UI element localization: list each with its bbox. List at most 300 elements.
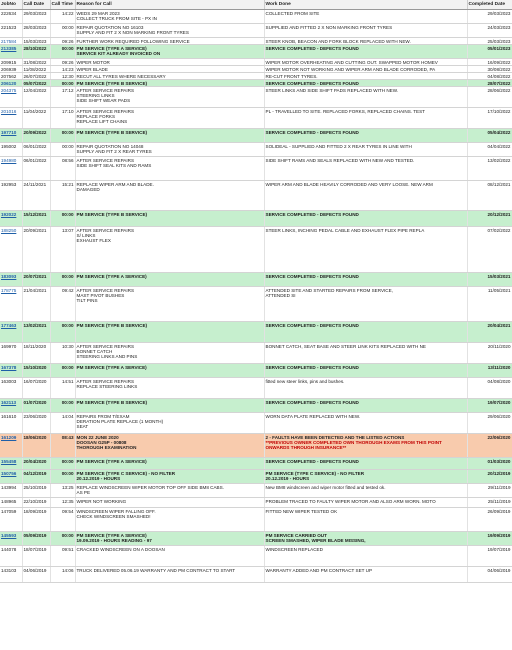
completed-date-cell: 17/10/2022	[467, 108, 512, 129]
call-date-cell: 13/02/2021	[22, 322, 50, 343]
reason-line: COLLECT TRUCK FROM SITE - PX IN	[76, 15, 157, 21]
work-done-cell	[264, 508, 467, 532]
table-row[interactable]	[0, 45, 512, 59]
work-done-cell	[264, 211, 467, 227]
work-done-cell	[264, 364, 467, 378]
call-date-cell: 01/07/2020	[22, 399, 50, 413]
call-date-cell: 20/07/2021	[22, 273, 50, 287]
call-time-cell: 14:23	[50, 66, 75, 73]
completed-date-cell: 20/12/2021	[467, 211, 512, 227]
call-date-cell: 18/11/2020	[22, 343, 50, 364]
call-time-cell: 12:35	[50, 498, 75, 508]
reason-line: REPLACE FORKS	[76, 113, 116, 119]
call-date-cell: 15/03/2023	[22, 38, 50, 45]
call-date-cell: 26/07/2022	[22, 73, 50, 80]
job-number-cell: 207562	[0, 73, 22, 80]
reason-cell	[75, 73, 264, 80]
table-row[interactable]	[0, 24, 512, 38]
call-time-cell: 00:00	[50, 458, 75, 470]
call-date-cell: 22/10/2019	[22, 498, 50, 508]
job-number-cell[interactable]: 167378	[0, 364, 22, 378]
call-time-cell: 17:10	[50, 108, 75, 129]
completed-date-cell: 11/05/2021	[467, 287, 512, 322]
work-done-line: STEER LINKS, INCHING PEDAL CABLE AND EXHAUST FLEX PIPE REPLA	[265, 227, 425, 233]
table-row[interactable]	[0, 508, 512, 532]
reason-cell	[75, 211, 264, 227]
reason-line: PM SERVICE (TYPE B SERVICE)	[76, 211, 148, 217]
completed-date-cell: 19/07/2019	[467, 546, 512, 567]
reason-cell	[75, 470, 264, 484]
work-done-line: ATTENDED SI	[265, 292, 296, 298]
reason-cell	[75, 287, 264, 322]
completed-date-cell: 04/08/2022	[467, 73, 512, 80]
reason-cell	[75, 458, 264, 470]
reason-cell	[75, 399, 264, 413]
table-row[interactable]	[0, 66, 512, 73]
reason-cell	[75, 532, 264, 546]
reason-cell	[75, 498, 264, 508]
reason-line: AFTER SERVICE REPAIRS	[76, 157, 135, 163]
work-done-cell	[264, 227, 467, 273]
reason-cell	[75, 59, 264, 66]
reason-cell	[75, 364, 264, 378]
reason-cell	[75, 546, 264, 567]
work-done-line: SCREEN SMASHED, WIPER BLADE MISSING,	[265, 537, 366, 543]
completed-date-cell: 13/02/2022	[467, 157, 512, 181]
reason-line: SIDE SHIFT SEAL KITS AND RAMS	[76, 162, 152, 168]
table-row[interactable]	[0, 73, 512, 80]
job-number-cell[interactable]: 204375	[0, 87, 22, 108]
reason-line: AFTER SERVICE REPAIRS	[76, 378, 135, 384]
work-done-cell	[264, 484, 467, 498]
work-done-cell	[264, 498, 467, 508]
reason-cell	[75, 157, 264, 181]
job-number-cell: 221523	[0, 24, 22, 38]
call-date-cell: 06/01/2022	[22, 143, 50, 157]
job-number-cell[interactable]: 161209	[0, 434, 22, 458]
call-date-cell: 06/01/2022	[22, 157, 50, 181]
call-time-cell: 00:00	[50, 143, 75, 157]
table-row[interactable]	[0, 399, 512, 413]
work-done-line: SERVICE COMPLETED - DEFECTS FOUND	[265, 399, 359, 405]
reason-line: WINDSCREEN WIPER FALLING OFF.	[76, 508, 156, 514]
reason-line: DERATION PLATE REPLACE (1 MONTH)	[76, 418, 164, 424]
table-row[interactable]	[0, 181, 512, 211]
job-number-cell[interactable]: 150756	[0, 470, 22, 484]
reason-line: REPLACE WINDSCREEN WIPER MOTOR TOP OFF SIDE BM8 CABS.	[76, 484, 224, 490]
reason-cell	[75, 181, 264, 211]
work-done-line: PM SERVICE (TYPE C SERVICE) - NO FILTER	[265, 470, 365, 476]
call-date-cell: 11/08/2022	[22, 66, 50, 73]
work-done-line: WARRANTY ADDED AND PM CONTRACT SET UP	[265, 567, 373, 573]
reason-line: AFTER SERVICE REPAIRS	[76, 108, 135, 114]
call-time-cell: 00:00	[50, 273, 75, 287]
completed-date-cell: 28/07/2022	[467, 80, 512, 87]
completed-date-cell: 20/11/2020	[467, 343, 512, 364]
call-date-cell: 18/09/2019	[22, 508, 50, 532]
work-done-cell	[264, 66, 467, 73]
call-date-cell: 31/08/2022	[22, 59, 50, 66]
completed-date-cell: 28/06/2022	[467, 87, 512, 108]
work-done-cell	[264, 181, 467, 211]
table-row[interactable]	[0, 211, 512, 227]
call-date-cell: 04/12/2019	[22, 470, 50, 484]
completed-date-cell: 22/06/2020	[467, 434, 512, 458]
call-date-cell: 04/06/2019	[22, 567, 50, 583]
job-number-cell[interactable]: 192022	[0, 211, 22, 227]
work-done-cell	[264, 273, 467, 287]
reason-cell	[75, 45, 264, 59]
completed-date-cell: 05/04/2022	[467, 129, 512, 143]
call-date-cell: 15/10/2020	[22, 364, 50, 378]
job-number-cell[interactable]: 194980	[0, 157, 22, 181]
table-row[interactable]	[0, 80, 512, 87]
call-time-cell: 13:07	[50, 227, 75, 273]
reason-line: RECUT ALL TYRES WHERE NECESSARY	[76, 73, 166, 79]
work-done-line: SERVICE COMPLETED - DEFECTS FOUND	[265, 45, 359, 51]
job-number-cell[interactable]: 197710	[0, 129, 22, 143]
work-done-line: WIPER ARM AND BLADE HEAVILY CORRODED AND VERY LOOSE. NEW ARM	[265, 181, 433, 187]
job-number-cell: 192953	[0, 181, 22, 211]
call-date-cell: 16/07/2020	[22, 378, 50, 399]
job-number-cell[interactable]: 201016	[0, 108, 22, 129]
work-done-cell	[264, 399, 467, 413]
job-number-cell: 163003	[0, 378, 22, 399]
table-row[interactable]	[0, 458, 512, 470]
reason-cell	[75, 129, 264, 143]
table-row[interactable]	[0, 38, 512, 45]
call-date-cell: 12/04/2022	[22, 87, 50, 108]
table-row[interactable]	[0, 484, 512, 498]
work-done-line: SERVICE COMPLETED - DEFECTS FOUND	[265, 458, 359, 464]
job-number-cell: 144078	[0, 546, 22, 567]
reason-line: 20.12.2019 - HOURS	[76, 475, 121, 481]
reason-line: AFTER SERVICE REPAIRS	[76, 227, 135, 233]
work-done-line: FITTED NEW WIPER TESTED OK	[265, 508, 338, 514]
completed-date-cell: 29/11/2019	[467, 484, 512, 498]
completed-date-cell: 04/04/2022	[467, 143, 512, 157]
reason-cell	[75, 227, 264, 273]
reason-line: SUPPLY AND FIT 2 X NON MARKING FRONT TYRES	[76, 29, 189, 35]
completed-date-cell: 19/09/2019	[467, 532, 512, 546]
job-number-cell[interactable]: 206120	[0, 80, 22, 87]
work-done-cell	[264, 546, 467, 567]
call-time-cell: 12:30	[50, 73, 75, 80]
work-done-cell	[264, 378, 467, 399]
reason-line: REPAIR QUOTATION NO 16103	[76, 24, 144, 30]
job-number-cell: 143103	[0, 567, 22, 583]
reason-line: MON 22 JUNE 2020	[76, 434, 119, 440]
completed-date-cell: 29/06/2020	[467, 413, 512, 434]
completed-date-cell: 04/08/2020	[467, 378, 512, 399]
work-done-cell	[264, 45, 467, 59]
call-time-cell: 09:26	[50, 59, 75, 66]
reason-line: WIPER BLADE	[76, 66, 108, 72]
header-reason[interactable]: Reason for Call	[75, 0, 264, 10]
reason-cell	[75, 508, 264, 532]
completed-date-cell: 20/12/2019	[467, 470, 512, 484]
reason-cell	[75, 273, 264, 287]
reason-line: REPLACE STEERING LINKS	[76, 383, 138, 389]
table-row[interactable]	[0, 129, 512, 143]
call-time-cell: 00:00	[50, 129, 75, 143]
work-done-line: PROBLEM TRACED TO FAULTY WIPER MOTOR AND ALSO ARM WORN. MOTO	[265, 498, 436, 504]
completed-date-cell: 05/01/2023	[467, 45, 512, 59]
reason-line: PM SERVICE (TYPE A SERVICE)	[76, 532, 147, 538]
reason-line: FURTHER WORK REQUIRED FOLLOWING SERVICE	[76, 38, 190, 44]
call-time-cell: 14:22	[50, 10, 75, 24]
reason-line: DAMAGED	[76, 186, 100, 192]
call-time-cell: 14:04	[50, 413, 75, 434]
reason-line: AFTER SERVICE REPAIRS	[76, 87, 135, 93]
header-call-time[interactable]: Call Time	[50, 0, 75, 10]
reason-line: REPLACE WIPER ARM AND BLADE.	[76, 181, 154, 187]
reason-line: PM SERVICE (TYPE B SERVICE)	[76, 129, 148, 135]
call-time-cell: 09:51	[50, 546, 75, 567]
reason-line: 19.09.2019 - HOURS READING - 97	[76, 537, 152, 543]
work-done-cell	[264, 434, 467, 458]
reason-cell	[75, 343, 264, 364]
work-done-line: WIPER MOTOR OVERHEATING AND CUTTING OUT. SWAPPED MOTOR HOMEV	[265, 59, 438, 65]
call-time-cell: 09:26	[50, 38, 75, 45]
reason-cell	[75, 143, 264, 157]
work-done-line: 2 - FAULTS HAVE BEEN DETECTED AND THE LISTED ACTIONS	[265, 434, 405, 440]
work-done-cell	[264, 322, 467, 343]
work-done-cell	[264, 38, 467, 45]
header-job-number[interactable]: JobNo	[0, 0, 22, 10]
reason-cell	[75, 24, 264, 38]
completed-date-cell: 24/03/2023	[467, 24, 512, 38]
work-done-line: SUPPLIED AND FITTED 2 X NON MARKING FRONT TYRES	[265, 24, 393, 30]
reason-cell	[75, 413, 264, 434]
work-done-line: 20.12.2019 - HOURS	[265, 475, 310, 481]
header-row	[0, 0, 512, 10]
table-row[interactable]	[0, 434, 512, 458]
job-number-cell: 161610	[0, 413, 22, 434]
call-time-cell: 00:00	[50, 470, 75, 484]
reason-line: REPAIR QUOTATION NO 14048	[76, 143, 144, 149]
reason-line: WEDS 29 MAR 2023	[76, 10, 120, 16]
header-call-date[interactable]: Call Date	[22, 0, 50, 10]
table-row[interactable]	[0, 470, 512, 484]
work-done-line: SERVICE COMPLETED - DEFECTS FOUND	[265, 129, 359, 135]
table-row[interactable]	[0, 567, 512, 583]
call-date-cell: 29/03/2023	[22, 10, 50, 24]
call-date-cell: 15/12/2021	[22, 211, 50, 227]
work-done-line: STEER LINKS AND SIDE SHIFT PADS REPLACED WITH NEW.	[265, 87, 399, 93]
reason-line: AFTER SERVICE REPAIRS	[76, 343, 135, 349]
job-number-cell[interactable]: 145593	[0, 532, 22, 546]
work-done-cell	[264, 59, 467, 66]
reason-line: S/ LINKS	[76, 232, 96, 238]
reason-line: PM SERVICE (TYPE B SERVICE)	[76, 80, 148, 86]
call-date-cell: 20/09/2021	[22, 227, 50, 273]
reason-line: PM SERVICE (TYPE A SERVICE)	[76, 458, 147, 464]
work-done-line: SIDE SHIFT RAMS AND SEALS REPLACED WITH NEW AND TESTED.	[265, 157, 415, 163]
job-number-cell[interactable]: 155458	[0, 458, 22, 470]
reason-line: STEERING LINKS AND PINS	[76, 353, 138, 359]
job-number-cell[interactable]: 183093	[0, 273, 22, 287]
call-time-cell: 08:43	[50, 434, 75, 458]
work-done-line: COLLECTED FROM SITE	[265, 10, 320, 16]
work-done-cell	[264, 567, 467, 583]
completed-date-cell: 08/12/2021	[467, 181, 512, 211]
reason-cell	[75, 108, 264, 129]
call-date-cell: 20/09/2022	[22, 129, 50, 143]
call-date-cell: 28/10/2022	[22, 45, 50, 59]
table-row[interactable]	[0, 532, 512, 546]
reason-line: PM SERVICE (TYPE B SERVICE)	[76, 322, 148, 328]
table-row[interactable]	[0, 343, 512, 364]
table-row[interactable]	[0, 227, 512, 273]
reason-line: WIPER NOT WORKING	[76, 498, 127, 504]
header-work-done[interactable]: Work Done	[264, 0, 467, 10]
work-done-cell	[264, 87, 467, 108]
completed-date-cell: 04/06/2019	[467, 567, 512, 583]
table-row[interactable]	[0, 143, 512, 157]
work-done-cell	[264, 73, 467, 80]
reason-cell	[75, 567, 264, 583]
reason-cell	[75, 10, 264, 24]
job-number-cell[interactable]: 177463	[0, 322, 22, 343]
work-done-cell	[264, 10, 467, 24]
reason-line: WIPER MOTOR	[76, 59, 110, 65]
table-row[interactable]	[0, 287, 512, 322]
reason-cell	[75, 80, 264, 87]
job-number-cell[interactable]: 188250	[0, 227, 22, 273]
work-done-line: RE-CUT FRONT TYRES.	[265, 73, 318, 79]
reason-line: CRACKED WINDSCREEN ON A DOOSAN	[76, 546, 165, 552]
completed-date-cell: 13/11/2020	[467, 364, 512, 378]
reason-line: TILT PINS	[76, 297, 98, 303]
call-date-cell: 18/06/2020	[22, 434, 50, 458]
reason-line: SUPPLY AND FIT 2 X REAR TYRES	[76, 148, 152, 154]
job-number-cell: 147059	[0, 508, 22, 532]
work-done-cell	[264, 80, 467, 87]
job-number-cell[interactable]: 178775	[0, 287, 22, 322]
work-done-line: SERVICE COMPLETED - DEFECTS FOUND	[265, 80, 359, 86]
reason-line: BONNET CATCH	[76, 348, 113, 354]
call-date-cell: 21/04/2021	[22, 287, 50, 322]
call-time-cell: 00:00	[50, 399, 75, 413]
call-time-cell: 08:56	[50, 157, 75, 181]
reason-cell	[75, 484, 264, 498]
reason-line: REPLACE LIFT CHAINS	[76, 118, 128, 124]
call-date-cell: 24/11/2021	[22, 181, 50, 211]
job-number-cell: 169970	[0, 343, 22, 364]
work-done-cell	[264, 108, 467, 129]
table-row[interactable]	[0, 546, 512, 567]
call-time-cell: 17:12	[50, 87, 75, 108]
reason-cell	[75, 378, 264, 399]
header-completed-date[interactable]: Completed Date	[467, 0, 512, 10]
work-done-cell	[264, 157, 467, 181]
table-row[interactable]	[0, 364, 512, 378]
call-date-cell: 11/04/2022	[22, 108, 50, 129]
call-date-cell: 20/04/2020	[22, 458, 50, 470]
work-done-line: SERVICE COMPLETED - DEFECTS FOUND	[265, 211, 359, 217]
completed-date-cell: 26/09/2019	[467, 508, 512, 532]
table-row[interactable]	[0, 273, 512, 287]
table-row[interactable]	[0, 498, 512, 508]
completed-date-cell: 30/08/2022	[467, 66, 512, 73]
work-done-line: WORN DATA PLATE REPLACED WITH NEW.	[265, 413, 361, 419]
work-done-cell	[264, 470, 467, 484]
table-row[interactable]	[0, 413, 512, 434]
work-done-line: ATTENDED SITE AND STARTED REPAIRS FROM SERVICE,	[265, 287, 393, 293]
reason-line: PM SERVICE (TYPE A SERVICE)	[76, 364, 147, 370]
reason-cell	[75, 87, 264, 108]
reason-line: AS PE	[76, 489, 91, 495]
work-done-line: SERVICE COMPLETED - DEFECTS FOUND	[265, 322, 359, 328]
job-number-cell: 222634	[0, 10, 22, 24]
completed-date-cell: 16/09/2022	[467, 59, 512, 66]
completed-date-cell: 07/02/2022	[467, 227, 512, 273]
work-done-line: SOLIDEAL - SUPPLIED AND FITTED 2 X REAR TYRES IN LINE WITH	[265, 143, 412, 149]
call-time-cell: 00:00	[50, 80, 75, 87]
work-done-cell	[264, 24, 467, 38]
work-done-cell	[264, 532, 467, 546]
work-done-line: New BM8 windscreen and wiper motor fitted and tested ok.	[265, 484, 386, 490]
call-time-cell: 13:25	[50, 484, 75, 498]
call-time-cell: 00:00	[50, 45, 75, 59]
call-time-cell: 00:00	[50, 322, 75, 343]
reason-line: SERVICE KIT ALREADY INVOICED ON	[76, 50, 161, 56]
job-number-cell: 148965	[0, 498, 22, 508]
completed-date-cell: 29/03/2023	[467, 10, 512, 24]
reason-cell	[75, 322, 264, 343]
table-row[interactable]	[0, 322, 512, 343]
table-row[interactable]	[0, 59, 512, 66]
reason-line: STEERING LINKS	[76, 92, 115, 98]
work-done-line: WINDSCREEN REPLACED	[265, 546, 323, 552]
reason-line: MAST PIVOT BUSHES	[76, 292, 125, 298]
table-row[interactable]	[0, 157, 512, 181]
reason-line: SIDE SHIFT WEAR PADS	[76, 97, 131, 103]
call-date-cell: 05/09/2019	[22, 532, 50, 546]
job-number-cell: 206939	[0, 66, 22, 73]
reason-line: REPAIRS FROM T/EXAM	[76, 413, 130, 419]
reason-line: THOROUGH EXAMINATION	[76, 444, 137, 450]
call-date-cell: 23/06/2020	[22, 413, 50, 434]
table-row[interactable]	[0, 108, 512, 129]
call-time-cell: 00:00	[50, 24, 75, 38]
completed-date-cell: 25/11/2019	[467, 498, 512, 508]
table-row[interactable]	[0, 87, 512, 108]
work-done-line: **PREVIOUS OWNER COMPLETED OWN THOROUGH EXAMS FROM THIS POINT	[265, 439, 442, 445]
reason-line: AFTER SERVICE REPAIRS	[76, 287, 135, 293]
call-time-cell: 15:21	[50, 181, 75, 211]
job-number-cell[interactable]: 213385	[0, 45, 22, 59]
work-done-line: SERVICE COMPLETED - DEFECTS FOUND	[265, 364, 359, 370]
work-done-line: PM SERVICE CARRIED OUT	[265, 532, 327, 538]
table-row[interactable]	[0, 378, 512, 399]
call-date-cell: 05/07/2022	[22, 80, 50, 87]
table-row[interactable]	[0, 10, 512, 24]
call-date-cell: 18/07/2019	[22, 546, 50, 567]
call-time-cell: 09:54	[50, 508, 75, 532]
reason-cell	[75, 434, 264, 458]
completed-date-cell: 25/03/2023	[467, 38, 512, 45]
job-number-cell[interactable]: 217584	[0, 38, 22, 45]
job-number-cell[interactable]: 162113	[0, 399, 22, 413]
work-done-cell	[264, 343, 467, 364]
work-done-line: STEER KNOB, BEACON AND FORK BLOCK REPLACED WITH NEW.	[265, 38, 411, 44]
reason-line: DOOSAN G25P - 00808	[76, 439, 127, 445]
reason-cell	[75, 66, 264, 73]
call-time-cell: 09:42	[50, 287, 75, 322]
reason-line: EXHAUST FLEX	[76, 237, 111, 243]
